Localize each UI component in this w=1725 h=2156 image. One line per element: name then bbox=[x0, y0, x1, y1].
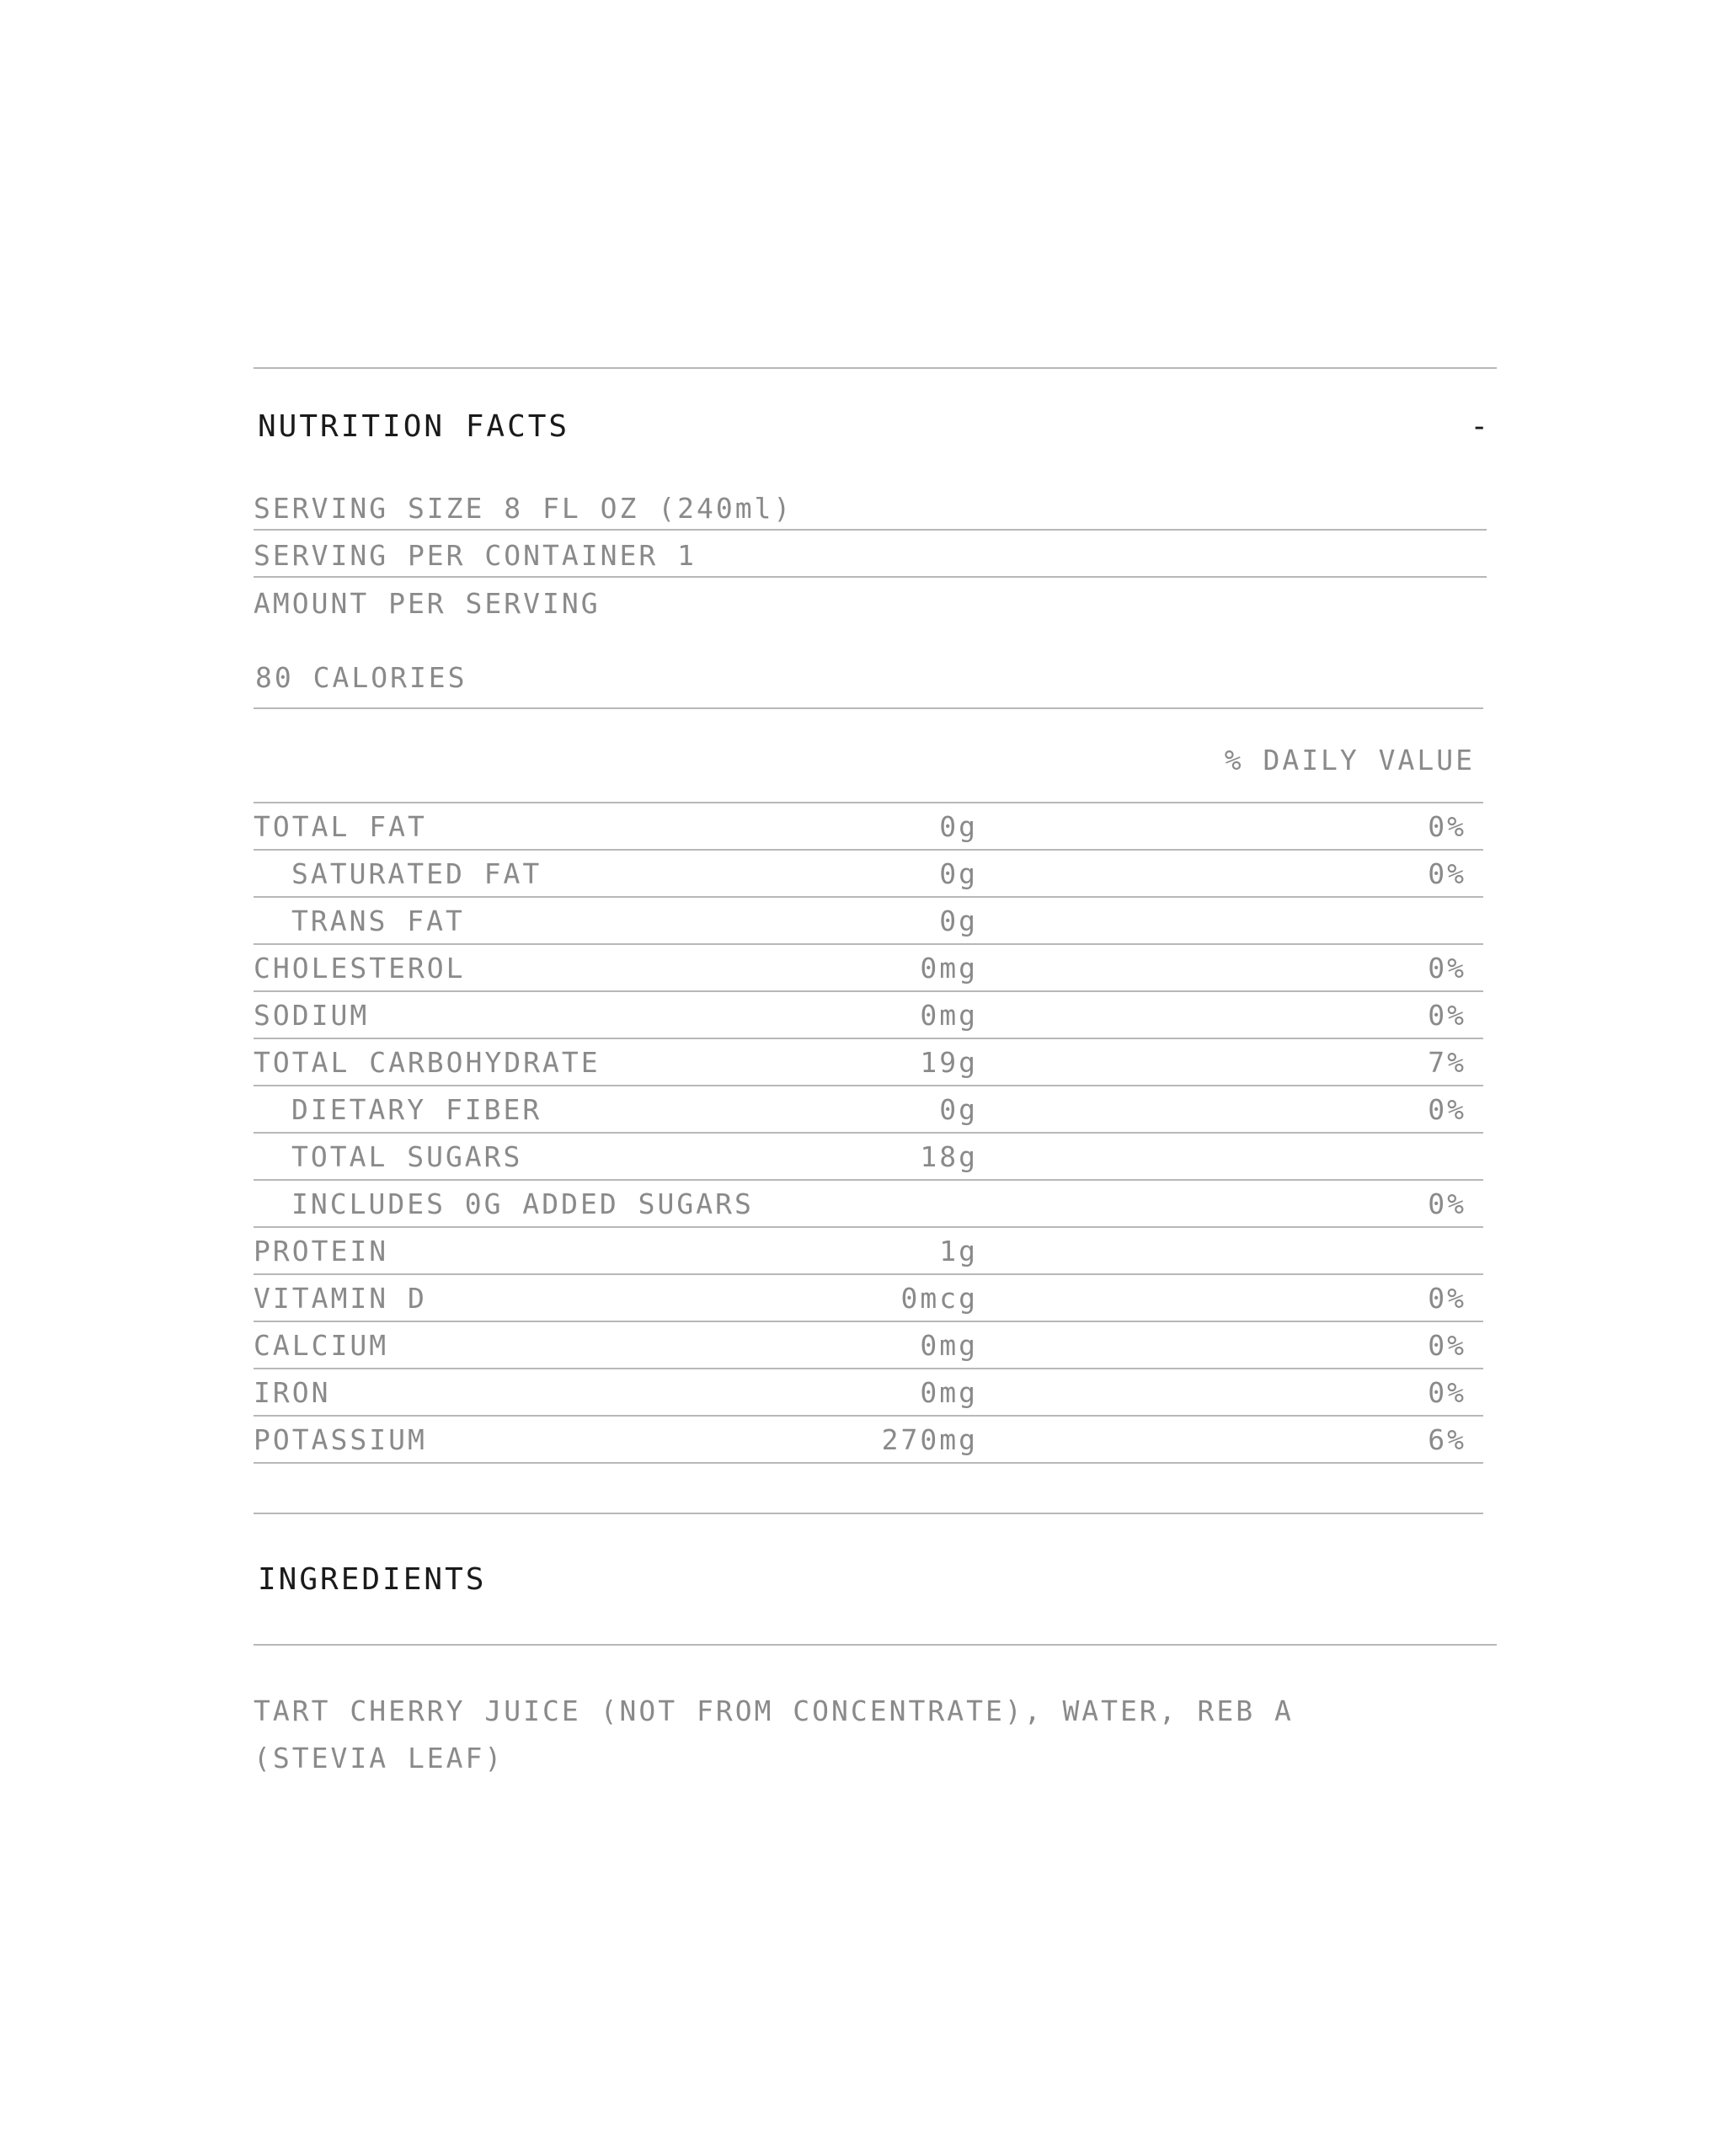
nutrient-name: POTASSIUM bbox=[254, 1422, 427, 1456]
amount-per-serving: AMOUNT PER SERVING bbox=[254, 586, 601, 620]
nutrient-name: DIETARY FIBER bbox=[291, 1092, 542, 1126]
nutrition-facts-title: NUTRITION FACTS bbox=[258, 408, 570, 444]
nutrient-name: SODIUM bbox=[254, 998, 370, 1032]
nutrient-amount: 0mg bbox=[920, 1375, 978, 1409]
nutrient-name: SATURATED FAT bbox=[291, 857, 542, 890]
nutrient-amount: 0g bbox=[939, 1092, 978, 1126]
nutrient-row bbox=[254, 1322, 1483, 1369]
servings-per-container: SERVING PER CONTAINER 1 bbox=[254, 531, 1487, 578]
nutrient-name: TOTAL SUGARS bbox=[291, 1139, 523, 1173]
nutrient-daily-value: 0% bbox=[1428, 1092, 1466, 1126]
nutrient-name: CHOLESTEROL bbox=[254, 951, 466, 985]
nutrient-daily-value: 0% bbox=[1428, 809, 1466, 843]
nutrient-row bbox=[254, 1275, 1483, 1322]
collapse-toggle-button[interactable]: - bbox=[1470, 408, 1488, 444]
nutrient-amount: 0g bbox=[939, 904, 978, 937]
nutrient-daily-value: 0% bbox=[1428, 1281, 1466, 1315]
nutrient-amount: 0mg bbox=[920, 1328, 978, 1362]
nutrient-amount: 0mg bbox=[920, 951, 978, 985]
ingredients-header[interactable] bbox=[254, 1514, 1497, 1644]
ingredients-text: TART CHERRY JUICE (NOT FROM CONCENTRATE), WATER, REB A (STEVIA LEAF) bbox=[254, 1694, 1294, 1774]
ingredients-title: INGREDIENTS bbox=[258, 1561, 487, 1597]
nutrient-row bbox=[254, 803, 1483, 851]
nutrient-daily-value: 7% bbox=[1428, 1045, 1466, 1079]
nutrient-daily-value: 0% bbox=[1428, 857, 1466, 890]
product-info-panel bbox=[254, 367, 1497, 1782]
nutrient-name: INCLUDES 0G ADDED SUGARS bbox=[291, 1187, 754, 1220]
nutrient-name: IRON bbox=[254, 1375, 331, 1409]
nutrient-name: PROTEIN bbox=[254, 1234, 389, 1267]
nutrient-row bbox=[254, 992, 1483, 1039]
nutrient-row bbox=[254, 1181, 1483, 1228]
nutrient-amount: 1g bbox=[939, 1234, 978, 1267]
nutrient-table bbox=[254, 803, 1483, 1464]
nutrient-daily-value: 0% bbox=[1428, 1187, 1466, 1220]
nutrient-amount: 0mg bbox=[920, 998, 978, 1032]
nutrient-row bbox=[254, 1417, 1483, 1464]
nutrient-amount: 0mcg bbox=[900, 1281, 978, 1315]
nutrient-name: TOTAL FAT bbox=[254, 809, 427, 843]
nutrient-amount: 19g bbox=[920, 1045, 978, 1079]
nutrient-name: TOTAL CARBOHYDRATE bbox=[254, 1045, 601, 1079]
nutrition-facts-content bbox=[254, 483, 1487, 1514]
nutrient-row bbox=[254, 1134, 1483, 1181]
nutrient-daily-value: 6% bbox=[1428, 1422, 1466, 1456]
nutrient-row bbox=[254, 945, 1483, 992]
nutrition-facts-header[interactable] bbox=[254, 369, 1497, 483]
nutrient-row bbox=[254, 1086, 1483, 1134]
nutrient-row bbox=[254, 1228, 1483, 1275]
nutrient-name: VITAMIN D bbox=[254, 1281, 427, 1315]
nutrient-row bbox=[254, 1039, 1483, 1086]
nutrient-row bbox=[254, 898, 1483, 945]
nutrient-daily-value: 0% bbox=[1428, 951, 1466, 985]
calories: 80 CALORIES bbox=[254, 625, 1483, 709]
nutrient-amount: 18g bbox=[920, 1139, 978, 1173]
serving-size: SERVING SIZE 8 FL OZ (240ml) bbox=[254, 483, 1487, 531]
nutrient-daily-value: 0% bbox=[1428, 998, 1466, 1032]
daily-value-header: % DAILY VALUE bbox=[254, 709, 1483, 803]
nutrition-bottom-divider bbox=[254, 1464, 1483, 1514]
nutrient-amount: 270mg bbox=[881, 1422, 978, 1456]
nutrient-daily-value: 0% bbox=[1428, 1328, 1466, 1362]
nutrient-name: CALCIUM bbox=[254, 1328, 389, 1362]
nutrient-daily-value: 0% bbox=[1428, 1375, 1466, 1409]
nutrient-amount: 0g bbox=[939, 809, 978, 843]
nutrient-amount: 0g bbox=[939, 857, 978, 890]
nutrient-row bbox=[254, 1369, 1483, 1417]
nutrient-row bbox=[254, 851, 1483, 898]
nutrient-name: TRANS FAT bbox=[291, 904, 465, 937]
